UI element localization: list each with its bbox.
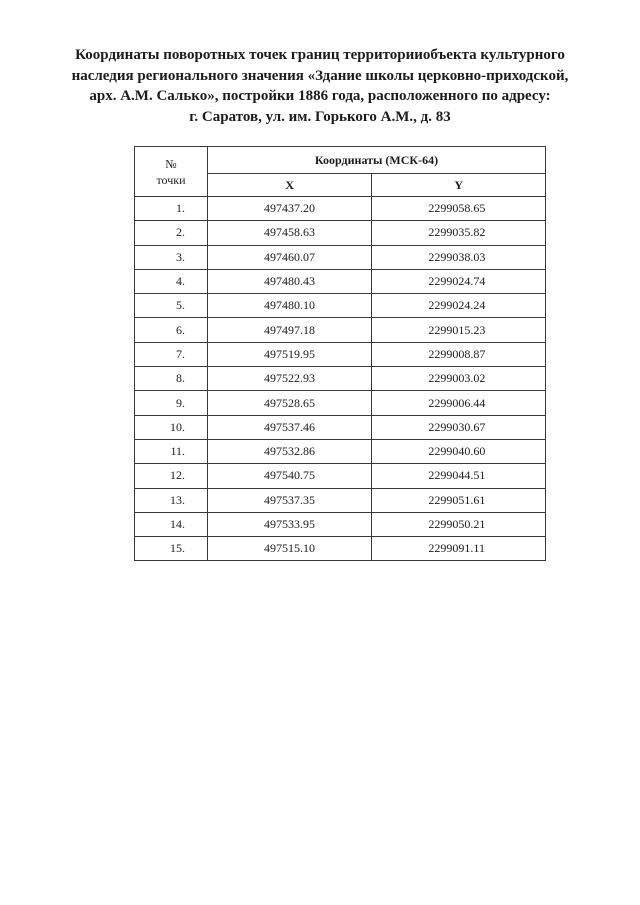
x-coordinate-cell: 497460.07 bbox=[208, 245, 372, 269]
title-line: наследия регионального значения «Здание школы церковно-приходской, bbox=[71, 67, 569, 84]
point-number-cell: 13. bbox=[135, 488, 208, 512]
x-coordinate-cell: 497532.86 bbox=[208, 439, 372, 463]
x-coordinate-cell: 497528.65 bbox=[208, 391, 372, 415]
y-coordinate-cell: 2299051.61 bbox=[372, 488, 546, 512]
x-coordinate-cell: 497497.18 bbox=[208, 318, 372, 342]
y-coordinate-cell: 2299035.82 bbox=[372, 221, 546, 245]
point-number-cell: 2. bbox=[135, 221, 208, 245]
x-column-header: X bbox=[208, 174, 372, 197]
x-coordinate-cell: 497533.95 bbox=[208, 512, 372, 536]
x-coordinate-cell: 497480.43 bbox=[208, 269, 372, 293]
x-coordinate-cell: 497537.46 bbox=[208, 415, 372, 439]
point-number-cell: 6. bbox=[135, 318, 208, 342]
x-coordinate-cell: 497515.10 bbox=[208, 537, 372, 561]
x-coordinate-cell: 497537.35 bbox=[208, 488, 372, 512]
table-row bbox=[135, 294, 546, 318]
point-number-cell: 9. bbox=[135, 391, 208, 415]
point-number-cell: 12. bbox=[135, 464, 208, 488]
y-coordinate-cell: 2299040.60 bbox=[372, 439, 546, 463]
table-row bbox=[135, 512, 546, 536]
table-row bbox=[135, 391, 546, 415]
coordinates-header: Координаты (МСК-64) bbox=[208, 147, 546, 174]
title-line: г. Саратов, ул. им. Горького А.М., д. 83 bbox=[189, 108, 451, 125]
x-coordinate-cell: 497522.93 bbox=[208, 367, 372, 391]
coordinates-table bbox=[134, 146, 546, 561]
point-number-cell: 4. bbox=[135, 269, 208, 293]
title-line: арх. А.М. Салько», постройки 1886 года, расположенного по адресу: bbox=[89, 88, 551, 104]
table-row bbox=[135, 221, 546, 245]
point-number-header-line2: точки bbox=[156, 172, 186, 187]
y-coordinate-cell: 2299058.65 bbox=[372, 197, 546, 221]
document-title bbox=[40, 45, 600, 127]
table-row bbox=[135, 439, 546, 463]
table-row bbox=[135, 464, 546, 488]
y-coordinate-cell: 2299024.24 bbox=[372, 294, 546, 318]
x-coordinate-cell: 497540.75 bbox=[208, 464, 372, 488]
title-line: Координаты поворотных точек границ территорииобъекта культурного bbox=[75, 47, 565, 63]
y-column-header: Y bbox=[372, 174, 546, 197]
table-row bbox=[135, 245, 546, 269]
x-coordinate-cell: 497519.95 bbox=[208, 342, 372, 366]
table-row bbox=[135, 342, 546, 366]
point-number-header bbox=[135, 147, 208, 197]
point-number-cell: 1. bbox=[135, 197, 208, 221]
y-coordinate-cell: 2299006.44 bbox=[372, 391, 546, 415]
table-row bbox=[135, 197, 546, 221]
point-number-cell: 7. bbox=[135, 342, 208, 366]
table-row bbox=[135, 415, 546, 439]
y-coordinate-cell: 2299030.67 bbox=[372, 415, 546, 439]
table-row bbox=[135, 488, 546, 512]
y-coordinate-cell: 2299024.74 bbox=[372, 269, 546, 293]
y-coordinate-cell: 2299038.03 bbox=[372, 245, 546, 269]
table-row bbox=[135, 269, 546, 293]
y-coordinate-cell: 2299008.87 bbox=[372, 342, 546, 366]
y-coordinate-cell: 2299050.21 bbox=[372, 512, 546, 536]
y-coordinate-cell: 2299003.02 bbox=[372, 367, 546, 391]
point-number-cell: 11. bbox=[135, 439, 208, 463]
coordinates-table-body bbox=[135, 197, 546, 561]
x-coordinate-cell: 497458.63 bbox=[208, 221, 372, 245]
x-coordinate-cell: 497480.10 bbox=[208, 294, 372, 318]
point-number-cell: 8. bbox=[135, 367, 208, 391]
y-coordinate-cell: 2299091.11 bbox=[372, 537, 546, 561]
point-number-cell: 15. bbox=[135, 537, 208, 561]
point-number-cell: 10. bbox=[135, 415, 208, 439]
point-number-header-line1: № bbox=[165, 156, 177, 171]
point-number-cell: 3. bbox=[135, 245, 208, 269]
table-row bbox=[135, 537, 546, 561]
x-coordinate-cell: 497437.20 bbox=[208, 197, 372, 221]
point-number-cell: 5. bbox=[135, 294, 208, 318]
table-row bbox=[135, 367, 546, 391]
table-row bbox=[135, 318, 546, 342]
y-coordinate-cell: 2299015.23 bbox=[372, 318, 546, 342]
y-coordinate-cell: 2299044.51 bbox=[372, 464, 546, 488]
point-number-cell: 14. bbox=[135, 512, 208, 536]
